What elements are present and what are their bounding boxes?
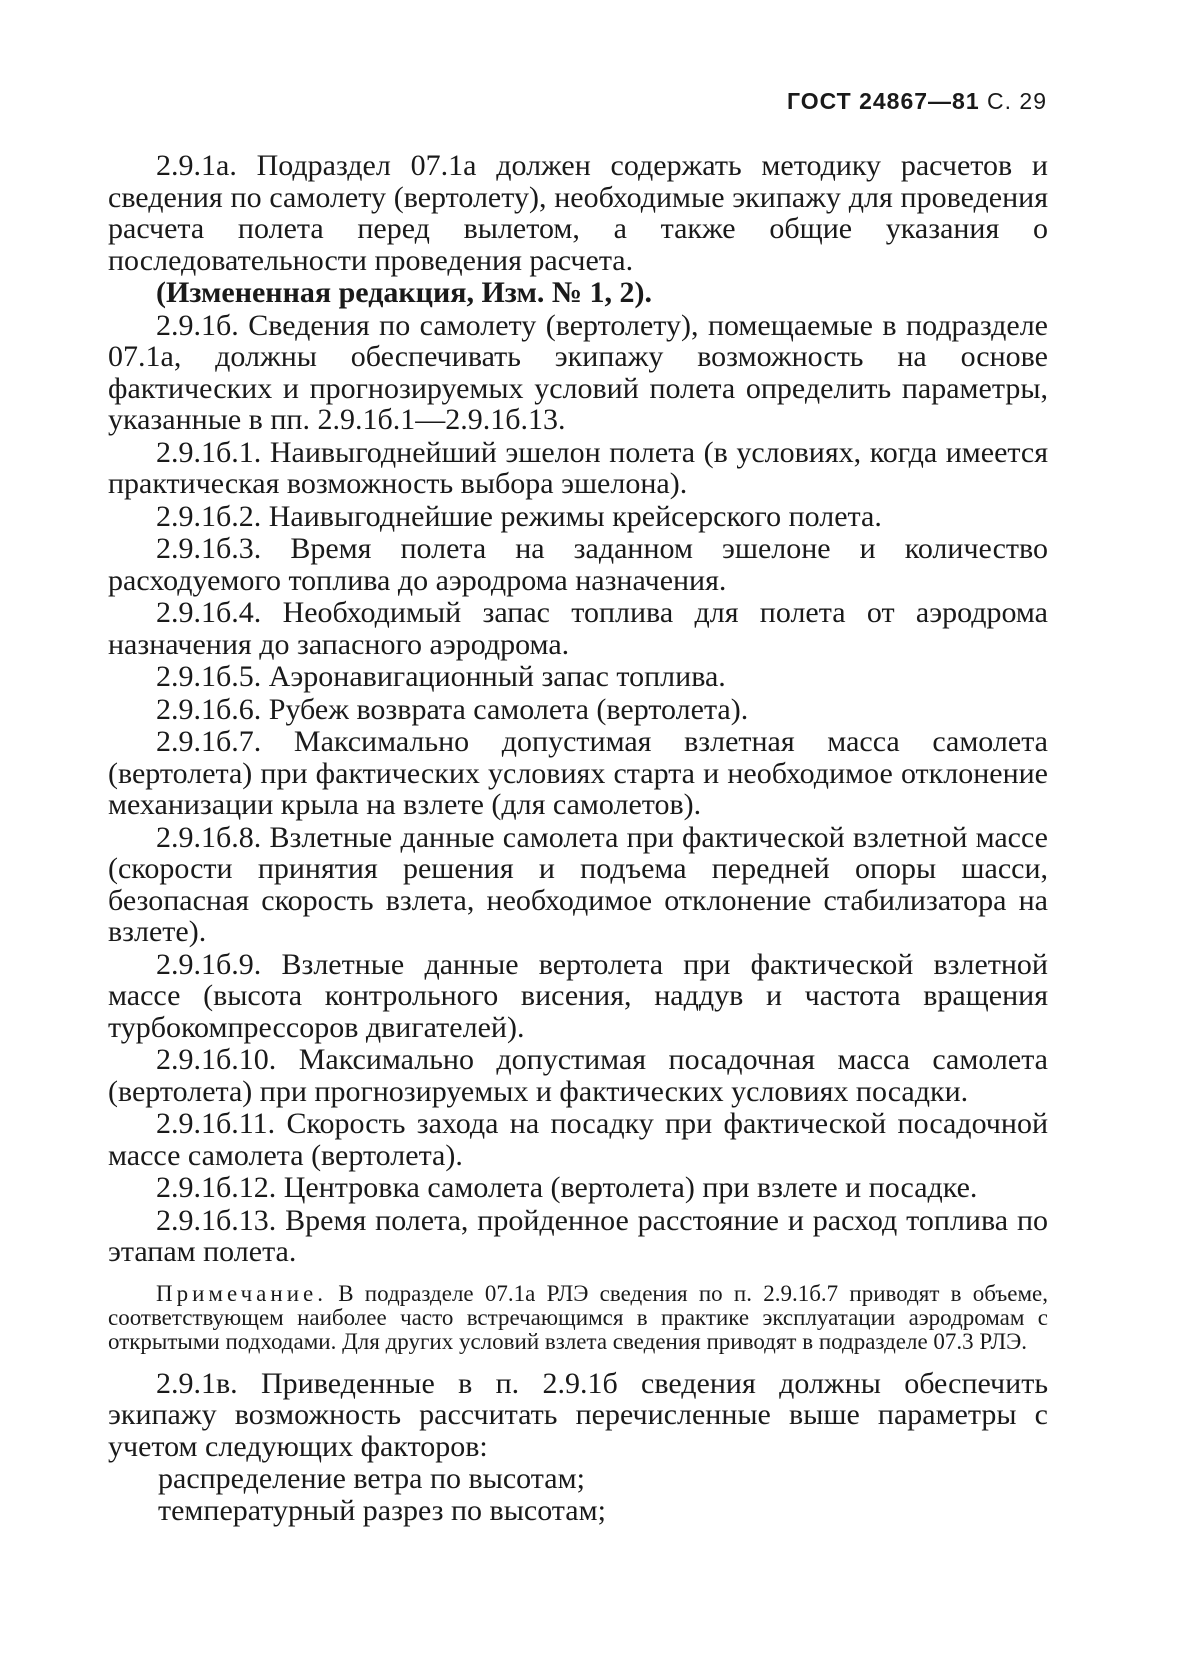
- document-body: [108, 150, 1048, 1527]
- paragraph-2-9-1b-3: 2.9.1б.3. Время полета на заданном эшелоне и количество расходуемого топлива до аэродрома назначения.: [108, 532, 1048, 597]
- list-item: распределение ветра по высотам;: [158, 1462, 585, 1495]
- factors-list: [108, 1463, 1048, 1527]
- paragraph-2-9-1b-13: 2.9.1б.13. Время полета, пройденное расстояние и расход топлива по этапам полета.: [108, 1203, 1048, 1268]
- paragraph-2-9-1b-10: 2.9.1б.10. Максимально допустимая посадочная масса самолета (вертолета) при прогнозируемых и фактических условиях посадки.: [108, 1043, 1048, 1108]
- paragraph-2-9-1b-5: 2.9.1б.5. Аэронавигационный запас топлива.: [156, 660, 726, 693]
- note-label: Примечание.: [156, 1280, 327, 1306]
- amendment-note: (Измененная редакция, Изм. № 1, 2).: [156, 276, 653, 309]
- paragraph-2-9-1v: 2.9.1в. Приведенные в п. 2.9.1б сведения должны обеспечить экипажу возможность рассчитать перечисленные выше параметры с учетом следующих факторов:: [108, 1366, 1048, 1463]
- paragraph-2-9-1b: 2.9.1б. Сведения по самолету (вертолету), помещаемые в подразделе 07.1а, должны обеспечивать экипажу возможность на основе фактических и прогнозируемых условий полета определить параметры, указанные в пп. 2.9.1б.1—2.9.1б.13.: [108, 308, 1048, 436]
- list-item: температурный разрез по высотам;: [158, 1494, 606, 1527]
- paragraph-2-9-1b-9: 2.9.1б.9. Взлетные данные вертолета при фактической взлетной массе (высота контрольного висения, наддув и частота вращения турбокомпрессоров двигателей).: [108, 947, 1048, 1044]
- paragraph-2-9-1a: 2.9.1а. Подраздел 07.1а должен содержать методику расчетов и сведения по самолету (вертолету), необходимые экипажу для проведения расчета полета перед вылетом, а также общие указания о последовательности проведения расчета.: [108, 149, 1048, 277]
- paragraph-2-9-1b-12: 2.9.1б.12. Центровка самолета (вертолета) при взлете и посадке.: [156, 1171, 978, 1204]
- paragraph-2-9-1b-11: 2.9.1б.11. Скорость захода на посадку при фактической посадочной массе самолета (вертолета).: [108, 1107, 1048, 1172]
- paragraph-2-9-1b-1: 2.9.1б.1. Наивыгоднейший эшелон полета (в условиях, когда имеется практическая возможность выбора эшелона).: [108, 435, 1048, 500]
- paragraph-2-9-1b-7: 2.9.1б.7. Максимально допустимая взлетная масса самолета (вертолета) при фактических условиях старта и необходимое отклонение механизации крыла на взлете (для самолетов).: [108, 725, 1048, 821]
- paragraph-2-9-1b-8: 2.9.1б.8. Взлетные данные самолета при фактической взлетной массе (скорости принятия решения и подъема передней опоры шасси, безопасная скорость взлета, необходимое отклонение стабилизатора на взлете).: [108, 820, 1048, 948]
- standard-number: ГОСТ 24867—81: [786, 88, 980, 114]
- paragraph-2-9-1b-4: 2.9.1б.4. Необходимый запас топлива для полета от аэродрома назначения до запасного аэродрома.: [108, 596, 1048, 661]
- page-header: [787, 88, 1047, 115]
- note: [108, 1282, 1048, 1354]
- paragraph-2-9-1b-2: 2.9.1б.2. Наивыгоднейшие режимы крейсерского полета.: [156, 499, 882, 533]
- note-text: В подразделе 07.1а РЛЭ сведения по п. 2.9.1б.7 приводят в объеме, соответствующем наиболее часто встречающимся в практике эксплуатации аэродромам с открытыми подходами. Для других условий взлета сведения приводят в подразделе 07.3 РЛЭ.: [108, 1280, 1049, 1354]
- page-number: С. 29: [987, 88, 1047, 114]
- paragraph-2-9-1b-6: 2.9.1б.6. Рубеж возврата самолета (вертолета).: [156, 692, 749, 726]
